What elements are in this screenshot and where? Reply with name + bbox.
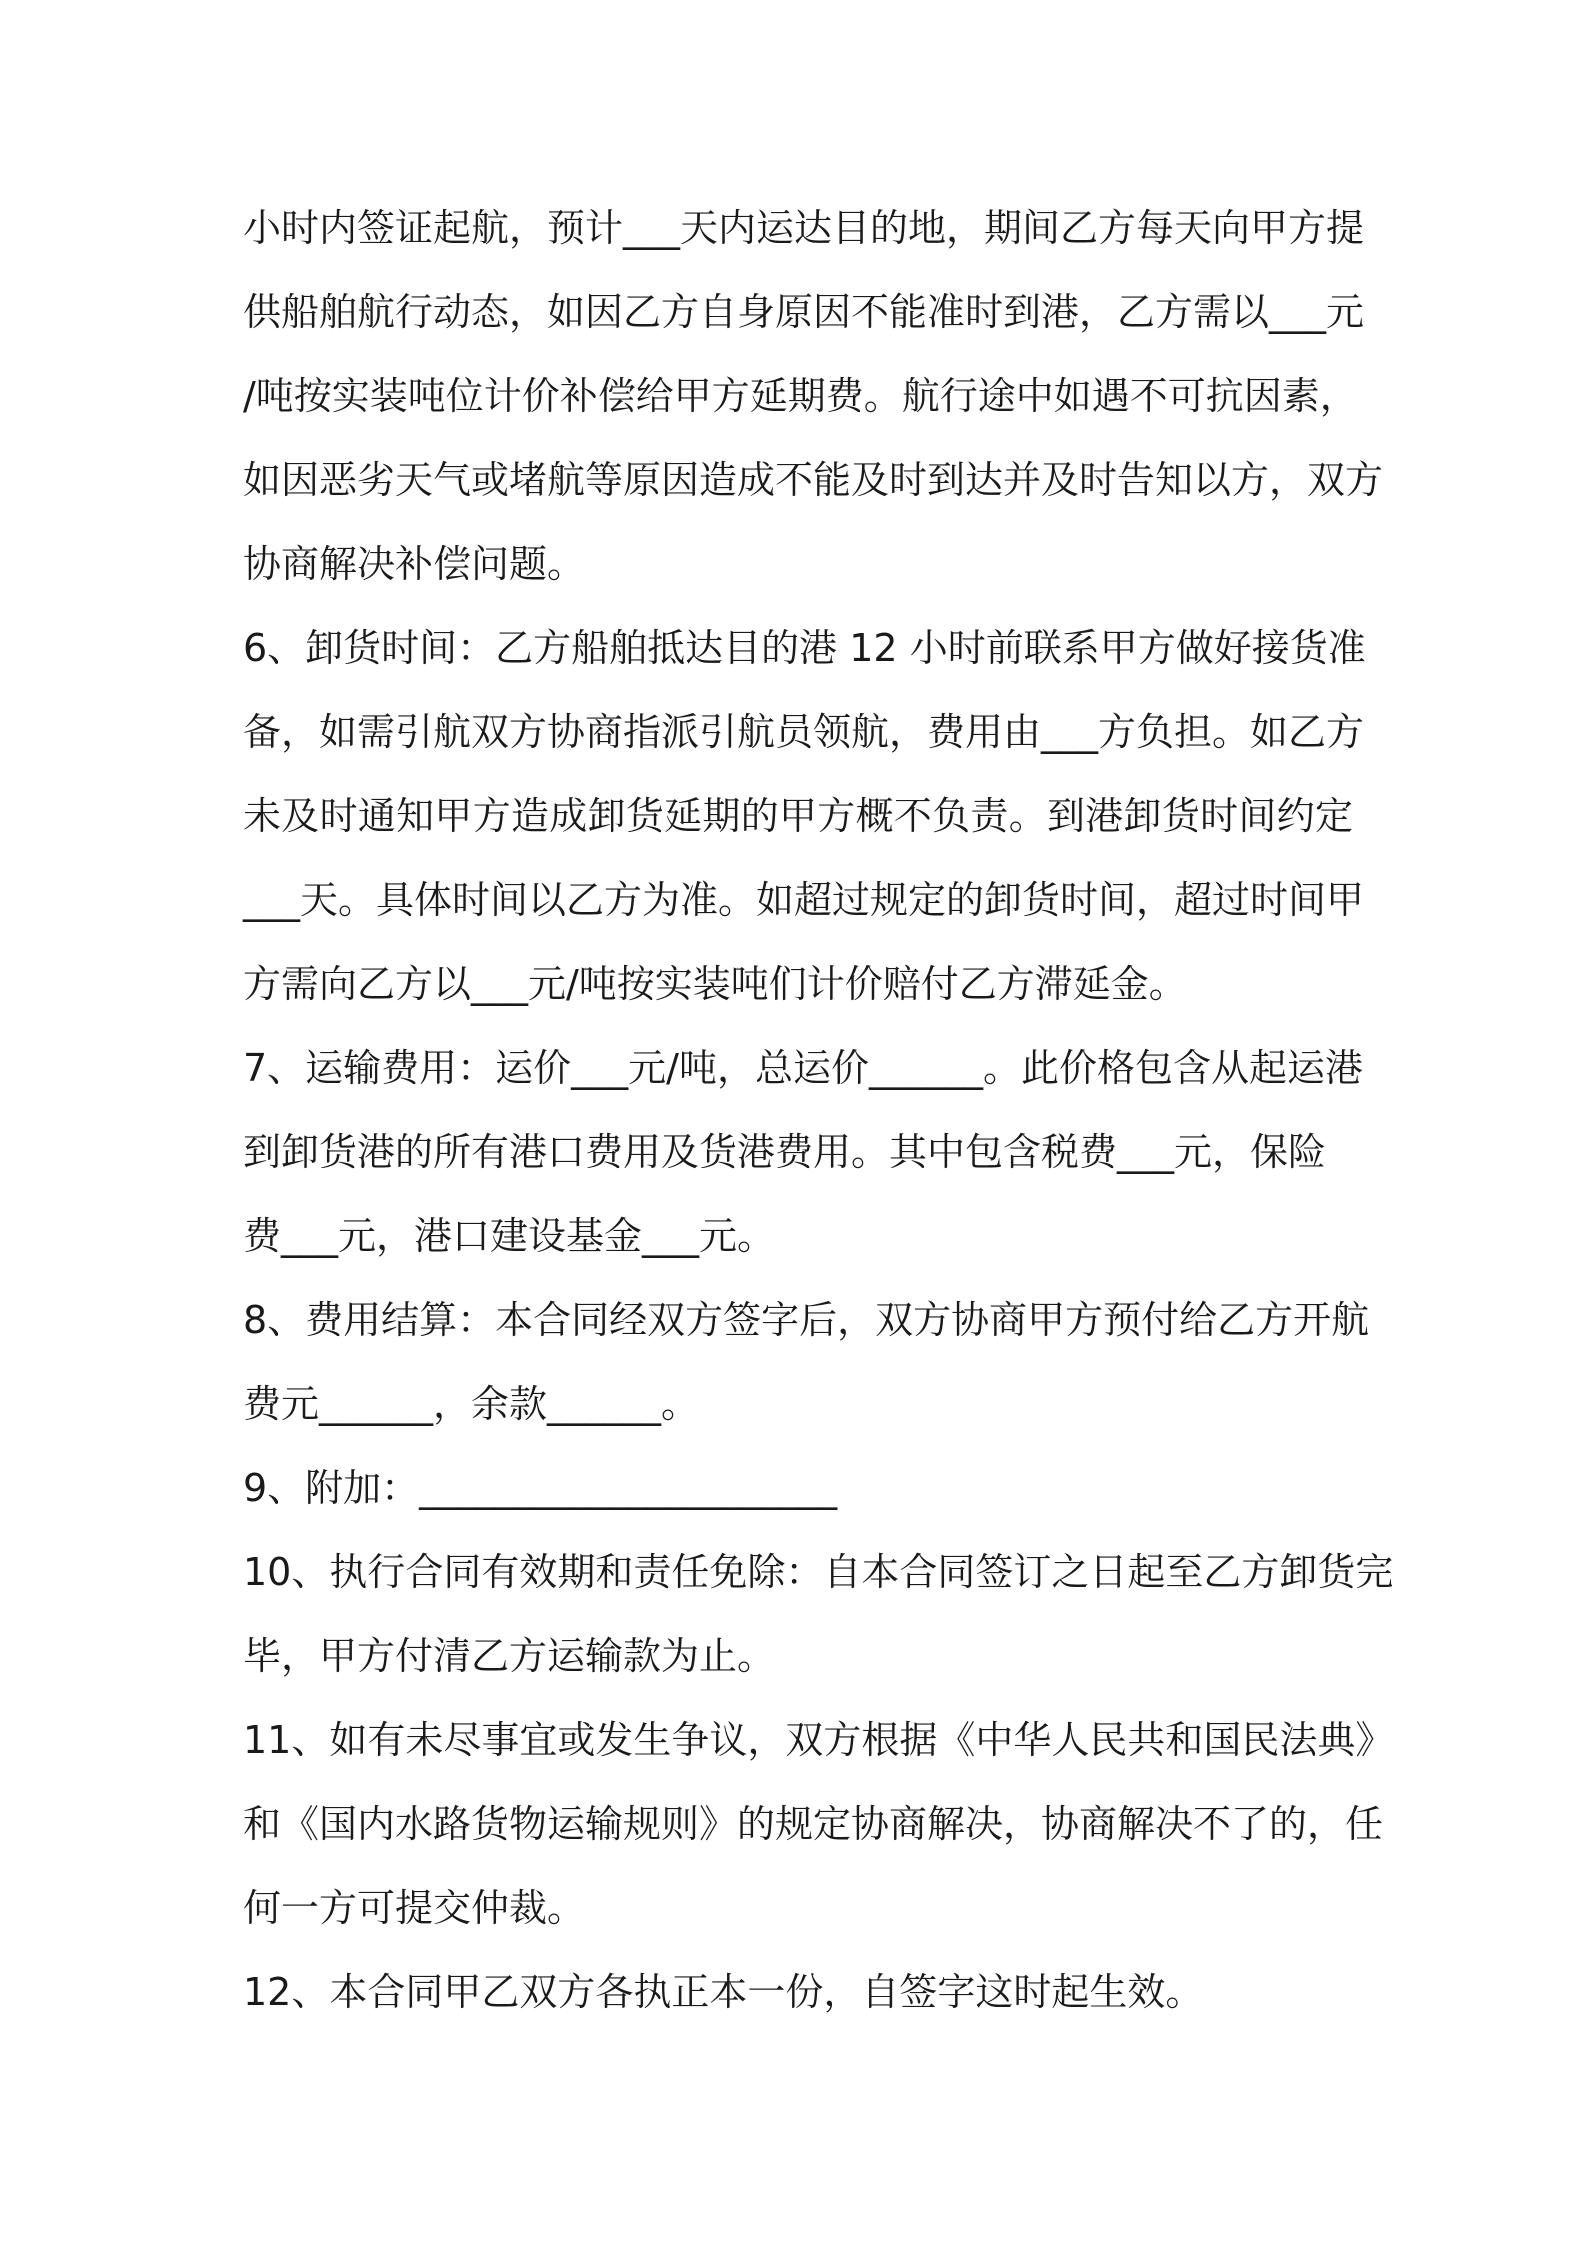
clause-7: 7、运输费用：运价___元/吨，总运价______。此价格包含从起运港: [243, 1046, 1363, 1090]
clause-8: 8、费用结算：本合同经双方签字后，双方协商甲方预付给乙方开航: [243, 1298, 1370, 1342]
clause-11: 11、如有未尽事宜或发生争议，双方根据《中华人民共和国民法典》: [243, 1718, 1394, 1762]
text-line: 如因恶劣天气或堵航等原因造成不能及时到达并及时告知以方，双方: [243, 458, 1384, 502]
text-line: 供船舶航行动态，如因乙方自身原因不能准时到港，乙方需以___元: [243, 290, 1365, 334]
text-line: 方需向乙方以___元/吨按实装吨们计价赔付乙方滞延金。: [243, 962, 1187, 1006]
text-line: 毕，甲方付清乙方运输款为止。: [243, 1634, 776, 1678]
text-line: 协商解决补偿问题。: [243, 542, 586, 586]
text-line: 未及时通知甲方造成卸货延期的甲方概不负责。到港卸货时间约定: [243, 794, 1353, 838]
clause-9: 9、附加：______________________: [243, 1466, 838, 1510]
clause-12: 12、本合同甲乙双方各执正本一份，自签字这时起生效。: [243, 1970, 1204, 2014]
text-line: 费元______，余款______。: [243, 1382, 700, 1426]
text-line: 小时内签证起航，预计___天内运达目的地，期间乙方每天向甲方提: [243, 206, 1365, 250]
clause-10: 10、执行合同有效期和责任免除：自本合同签订之日起至乙方卸货完: [243, 1550, 1394, 1594]
text-line: 费___元，港口建设基金___元。: [243, 1214, 776, 1258]
text-line: /吨按实装吨位计价补偿给甲方延期费。航行途中如遇不可抗因素，: [243, 374, 1358, 418]
text-line: 和《国内水路货物运输规则》的规定协商解决，协商解决不了的，任: [243, 1802, 1384, 1846]
text-line: ___天。具体时间以乙方为准。如超过规定的卸货时间，超过时间甲: [243, 878, 1365, 922]
text-line: 到卸货港的所有港口费用及货港费用。其中包含税费___元，保险: [243, 1130, 1327, 1174]
text-line: 何一方可提交仲裁。: [243, 1886, 586, 1930]
clause-6: 6、卸货时间：乙方船舶抵达目的港 12 小时前联系甲方做好接货准: [243, 626, 1366, 670]
text-line: 备，如需引航双方协商指派引航员领航，费用由___方负担。如乙方: [243, 710, 1365, 754]
